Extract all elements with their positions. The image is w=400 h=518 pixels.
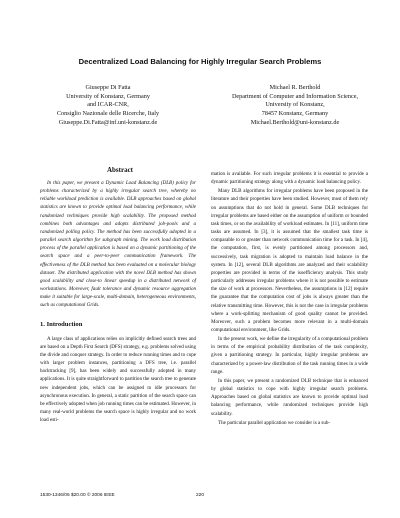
author-affiliation: 78457 Konstanz, Germany — [261, 110, 329, 118]
author-affiliation: Department of Computer and Information Science, — [231, 92, 359, 100]
abstract-text: In this paper, we present a Dynamic Load Balancing (DLB) policy for problems characterized by a highly irregular search tree, whereby no reliable workload prediction is available. DLB approaches based on global statistics are known to provide optimal load balancing performance, while randomized techniques provide high scalability. The proposed method combines both advantages and adopts distributed job-pools and a randomized polling policy. The method has been successfully adopted in a parallel search algorithm for subgraph mining. The work load distribution process of the parallel application is based on a dynamic partitioning of the search space and a peer-to-peer communication framework. The effectiveness of the DLB method has been evaluated on a molecular biology dataset. The distributed application with the novel DLB method has shown good scalability and close-to linear speedup in a distributed network of workstations. Moreover, fault tolerance and dynamic resource aggregation make it suitable for large-scale, multi-domain, heterogeneous environments, such as computational Grids. — [40, 180, 196, 309]
introduction-section — [40, 335, 196, 425]
author-affiliation: University of Konstanz, — [265, 101, 325, 109]
body-paragraph: The particular parallel application we consider is a sub- — [218, 419, 331, 426]
right-column — [211, 170, 368, 427]
author-email: Giuseppe.Di.Fatta@inf.uni-konstanz.de — [58, 118, 158, 126]
body-paragraph: Many DLB algorithms for irregular problems have been proposed in the literature and their properties have been studied. However, most of them rely on assumptions that do not hold in general. Some DLB techniques for irregular problems are based either on the assumption of uniform or bounded task times, or on the availability of workload estimates. In [11], uniform time tasks are assumed. In [3], it is assumed that the smallest task time is comparable to or greater than network communication time for a task. In [4], the computation, first, is evenly partitioned among processors and, successively, task migration is adopted to maintain load balance in the system. In [12], several DLB algorithms are analyzed and their scalability properties are provided in terms of the isoefficiency analysis. This study particularly addresses irregular problems where it is not possible to estimate the size of work at processors. Nevertheless, the assumptions in [12] require the guarantee that the computation cost of jobs is always greater than the relative transmitting time. However, this is not the case in irregular problems where a work-splitting mechanism of good quality cannot be provided. Moreover, such a problem becomes more relevant in a multi-domain computational environment, like Grids. — [211, 188, 368, 333]
author-affiliation: Consiglio Nazionale delle Ricerche, Italy — [56, 110, 160, 118]
author-name: Michael R. Berthold — [269, 84, 321, 91]
author-name: Giuseppe Di Fatta — [85, 84, 131, 91]
author-affiliation: University of Konstanz, Germany — [66, 92, 150, 100]
introduction-heading: 1. Introduction — [40, 320, 83, 328]
author-block-2 — [200, 84, 390, 128]
author-affiliation: and ICAR-CNR, — [87, 101, 129, 109]
left-column — [40, 179, 196, 424]
author-block-1 — [8, 84, 208, 128]
abstract-heading: Abstract — [106, 166, 134, 174]
introduction-paragraph: A large class of applications relies on implicitly defined search trees and are based on a Depth First Search (DFS) strategy, e.g. problems solved using the divide and conquer strategy. In order to reduce running times and to cope with larger problem instances, partitioning a DFS tree, i.e. parallel backtracking [9], has been widely and successfully adopted in many applications. It is quite straightforward to partition the search tree to generate new independent jobs, which can be assigned to idle processors for asynchronous execution. In general, a static partition of the search space can be effectively adopted when job running times can be estimated. However, in many real-world problems the search space is highly irregular and no work load esti- — [40, 335, 196, 424]
body-paragraph: In the present work, we define the irregularity of a computational problem in terms of the empirical probability distribution of the task complexity, given a partitioning strategy. In particular, highly irregular problems are characterized by a power-law distribution of the task running times in a wide range. — [211, 336, 368, 375]
author-email: Michael.Berthold@uni-konstanz.de — [250, 118, 340, 126]
abstract-section — [40, 179, 196, 310]
paper-title: Decentralized Load Balancing for Highly Irregular Search Problems — [78, 57, 322, 66]
copyright-footer: 1530-1346/06 $20.00 © 2006 IEEE — [40, 493, 115, 498]
page-number: 220 — [196, 493, 205, 498]
body-paragraph: mation is available. For such irregular problems it is essential to provide a dynamic partitioning strategy along with a dynamic load balancing policy. — [211, 171, 368, 186]
body-paragraph: In this paper, we present a randomized DLB technique that is enhanced by global statistics to cope with highly irregular search problems. Approaches based on global statistics are known to provide optimal load balancing performance, while randomized techniques provide high scalability. — [211, 377, 368, 417]
